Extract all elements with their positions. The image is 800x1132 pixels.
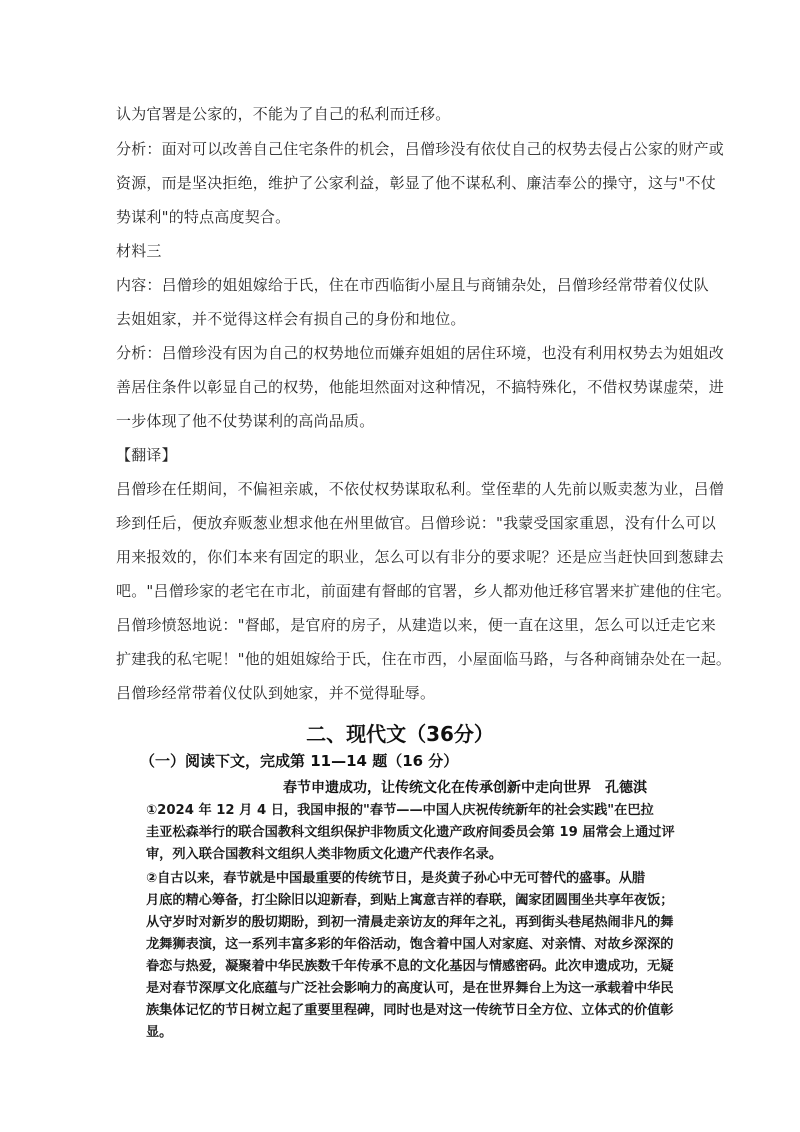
section-title: 二、现代文（36分） — [306, 722, 494, 746]
text-line: 扩建我的私宅呢！"他的姐姐嫁给于氏，住在市西，小屋面临马路，与各种商铺杂处在一起。 — [116, 650, 732, 668]
text-line: 用来报效的，你们本来有固定的职业，怎么可以有非分的要求呢？还是应当赶快回到葱肆去 — [116, 548, 725, 566]
paragraph-line: 月底的精心筹备，打尘除旧以迎新春，到贴上寓意吉祥的春联，阖家团圆围坐共享年夜饭； — [146, 893, 674, 908]
article-title-line — [283, 777, 647, 797]
text-line: 吕僧珍在任期间，不偏袒亲戚，不依仗权势谋取私利。堂侄辈的人先前以贩卖葱为业，吕僧 — [116, 480, 725, 498]
question-instruction: （一）阅读下文，完成第 11—14 题（16 分） — [140, 752, 459, 770]
text-line: 善居住条件以彰显自己的权势，他能坦然面对这种情况，不搞特殊化，不借权势谋虚荣，进 — [116, 378, 725, 396]
text-line: 资源，而是坚决拒绝，维护了公家利益，彰显了他不谋私利、廉洁奉公的操守，这与"不仗 — [116, 174, 716, 192]
paragraph-line: 龙舞狮表演，这一系列丰富多彩的年俗活动，饱含着中国人对家庭、对亲情、对故乡深深的 — [146, 937, 674, 952]
article-title: 春节申遗成功，让传统文化在传承创新中走向世界 — [283, 780, 591, 796]
paragraph-line: 族集体记忆的节日树立起了重要里程碑，同时也是对这一传统节日全方位、立体式的价值彰 — [146, 1003, 674, 1018]
text-line: 去姐姐家，并不觉得这样会有损自己的身份和地位。 — [116, 310, 466, 328]
text-line: 分析：吕僧珍没有因为自己的权势地位而嫌弃姐姐的居住环境，也没有利用权势去为姐姐改 — [116, 344, 725, 362]
text-line: 势谋利"的特点高度契合。 — [116, 208, 291, 226]
paragraph-line: ②自古以来，春节就是中国最重要的传统节日，是炎黄子孙心中无可替代的盛事。从腊 — [146, 871, 646, 886]
text-line: 吕僧珍经常带着仪仗队到她家，并不觉得耻辱。 — [116, 684, 436, 702]
section-label: 材料三 — [116, 242, 162, 260]
paragraph-line: 审，列入联合国教科文组织人类非物质文化遗产代表作名录。 — [146, 847, 503, 862]
paragraph-line: 圭亚松森举行的联合国教科文组织保护非物质文化遗产政府间委员会第 19 届常会上通过评 — [146, 825, 675, 840]
paragraph-line: 眷恋与热爱，凝聚着中华民族数千年传承不息的文化基因与情感密码。此次申遗成功，无疑 — [146, 959, 674, 974]
text-line: 内容：吕僧珍的姐姐嫁给于氏，住在市西临街小屋且与商铺杂处，吕僧珍经常带着仪仗队 — [116, 276, 709, 294]
text-line: 吕僧珍愤怒地说："督邮，是官府的房子，从建造以来，便一直在这里，怎么可以迁走它来 — [116, 616, 716, 634]
paragraph-line: 是对春节深厚文化底蕴与广泛社会影响力的高度认可，是在世界舞台上为这一承载着中华民 — [146, 981, 674, 996]
article-author: 孔德淇 — [605, 780, 647, 796]
paragraph-line: 从守岁时对新岁的殷切期盼，到初一清晨走亲访友的拜年之礼，再到街头巷尾热闹非凡的舞 — [146, 915, 674, 930]
paragraph-line: ①2024 年 12 月 4 日，我国申报的"春节——中国人庆祝传统新年的社会实践"在巴拉 — [146, 803, 654, 818]
text-line: 吧。"吕僧珍家的老宅在市北，前面建有督邮的官署，乡人都劝他迁移官署来扩建他的住宅。 — [116, 582, 732, 600]
section-label: 【翻译】 — [116, 446, 177, 464]
text-line: 认为官署是公家的，不能为了自己的私利而迁移。 — [116, 105, 451, 123]
text-line: 一步体现了他不仗势谋利的高尚品质。 — [116, 412, 375, 430]
text-line: 珍到任后，便放弃贩葱业想求他在州里做官。吕僧珍说："我蒙受国家重恩，没有什么可以 — [116, 514, 716, 532]
text-line: 分析：面对可以改善自己住宅条件的机会，吕僧珍没有依仗自己的权势去侵占公家的财产或 — [116, 140, 725, 158]
paragraph-line: 显。 — [146, 1025, 173, 1040]
